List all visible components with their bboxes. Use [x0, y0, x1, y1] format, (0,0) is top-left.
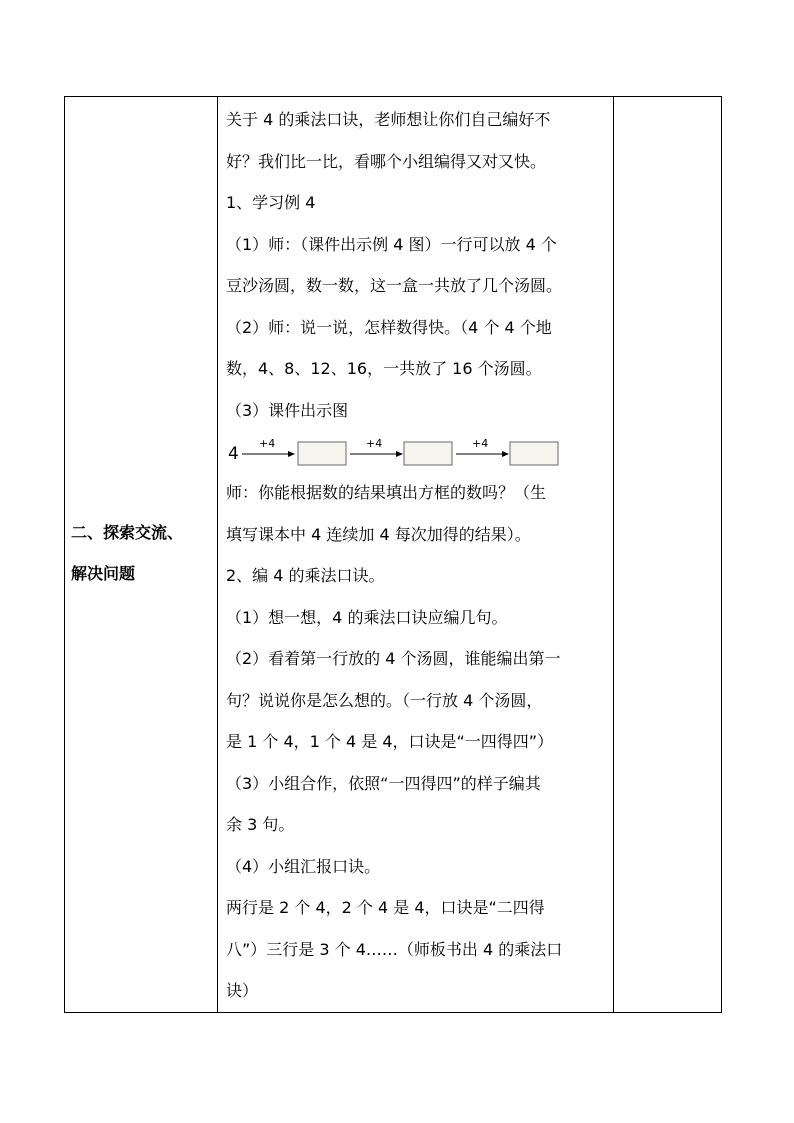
text-line: （1）想一想，4 的乘法口诀应编几句。 — [226, 607, 508, 627]
text-line: 八”）三行是 3 个 4……（师板书出 4 的乘法口 — [226, 939, 563, 959]
table-row — [65, 97, 722, 1013]
stage-title-line: 二、探索交流、 — [71, 522, 184, 542]
text-line: 是 1 个 4，1 个 4 是 4，口诀是“一四得四”） — [226, 732, 554, 751]
text-line: （3）小组合作，依照“一四得四”的样子编其 — [226, 773, 541, 793]
text-line: （2）看着第一行放的 4 个汤圆，谁能编出第一 — [226, 649, 561, 668]
stage-title-line: 解决问题 — [71, 563, 136, 583]
stage-title — [65, 512, 217, 594]
diagram-step-label: +4 — [259, 436, 276, 450]
arrow-head-icon — [502, 451, 509, 457]
lesson-plan-table — [64, 96, 722, 1013]
text-line: 数，4、8、12、16，一共放了 16 个汤圆。 — [226, 359, 542, 378]
answer-box — [298, 442, 346, 465]
text-line: 句？说说你是怎么想的。（一行放 4 个汤圆， — [226, 690, 543, 710]
text-line: （4）小组汇报口诀。 — [226, 856, 381, 876]
answer-box — [510, 442, 558, 465]
text-line: （1）师：（课件出示例 4 图）一行可以放 4 个 — [226, 234, 557, 254]
notes-cell — [614, 97, 722, 1013]
arrow-head-icon — [288, 451, 295, 457]
add-four-diagram — [226, 431, 607, 472]
text-line: 好？我们比一比，看哪个小组编得又对又快。 — [226, 151, 547, 171]
text-line: 填写课本中 4 连续加 4 每次加得的结果）。 — [226, 524, 531, 544]
diagram-step-label: +4 — [366, 436, 383, 450]
text-line: 余 3 句。 — [226, 815, 295, 834]
text-line: （3）课件出示图 — [226, 400, 349, 420]
stage-cell — [65, 97, 218, 1013]
text-line: 1、学习例 4 — [226, 193, 316, 212]
text-line: （2）师：说一说，怎样数得快。（4 个 4 个地 — [226, 317, 552, 337]
text-line: 关于 4 的乘法口诀，老师想让你们自己编好不 — [226, 110, 551, 129]
text-line: 师：你能根据数的结果填出方框的数吗？（生 — [226, 483, 547, 502]
arrow-head-icon — [396, 451, 403, 457]
text-line: 豆沙汤圆，数一数，这一盒一共放了几个汤圆。 — [226, 276, 563, 295]
content-body — [218, 97, 613, 1012]
answer-box — [404, 442, 452, 465]
text-line: 两行是 2 个 4，2 个 4 是 4，口诀是“二四得 — [226, 898, 545, 917]
text-line: 2、编 4 的乘法口诀。 — [226, 566, 385, 585]
add-four-diagram-svg — [226, 436, 566, 468]
diagram-start-number: 4 — [228, 443, 239, 464]
text-line: 诀） — [226, 981, 259, 1000]
content-cell — [218, 97, 614, 1013]
diagram-step-label: +4 — [472, 436, 489, 450]
